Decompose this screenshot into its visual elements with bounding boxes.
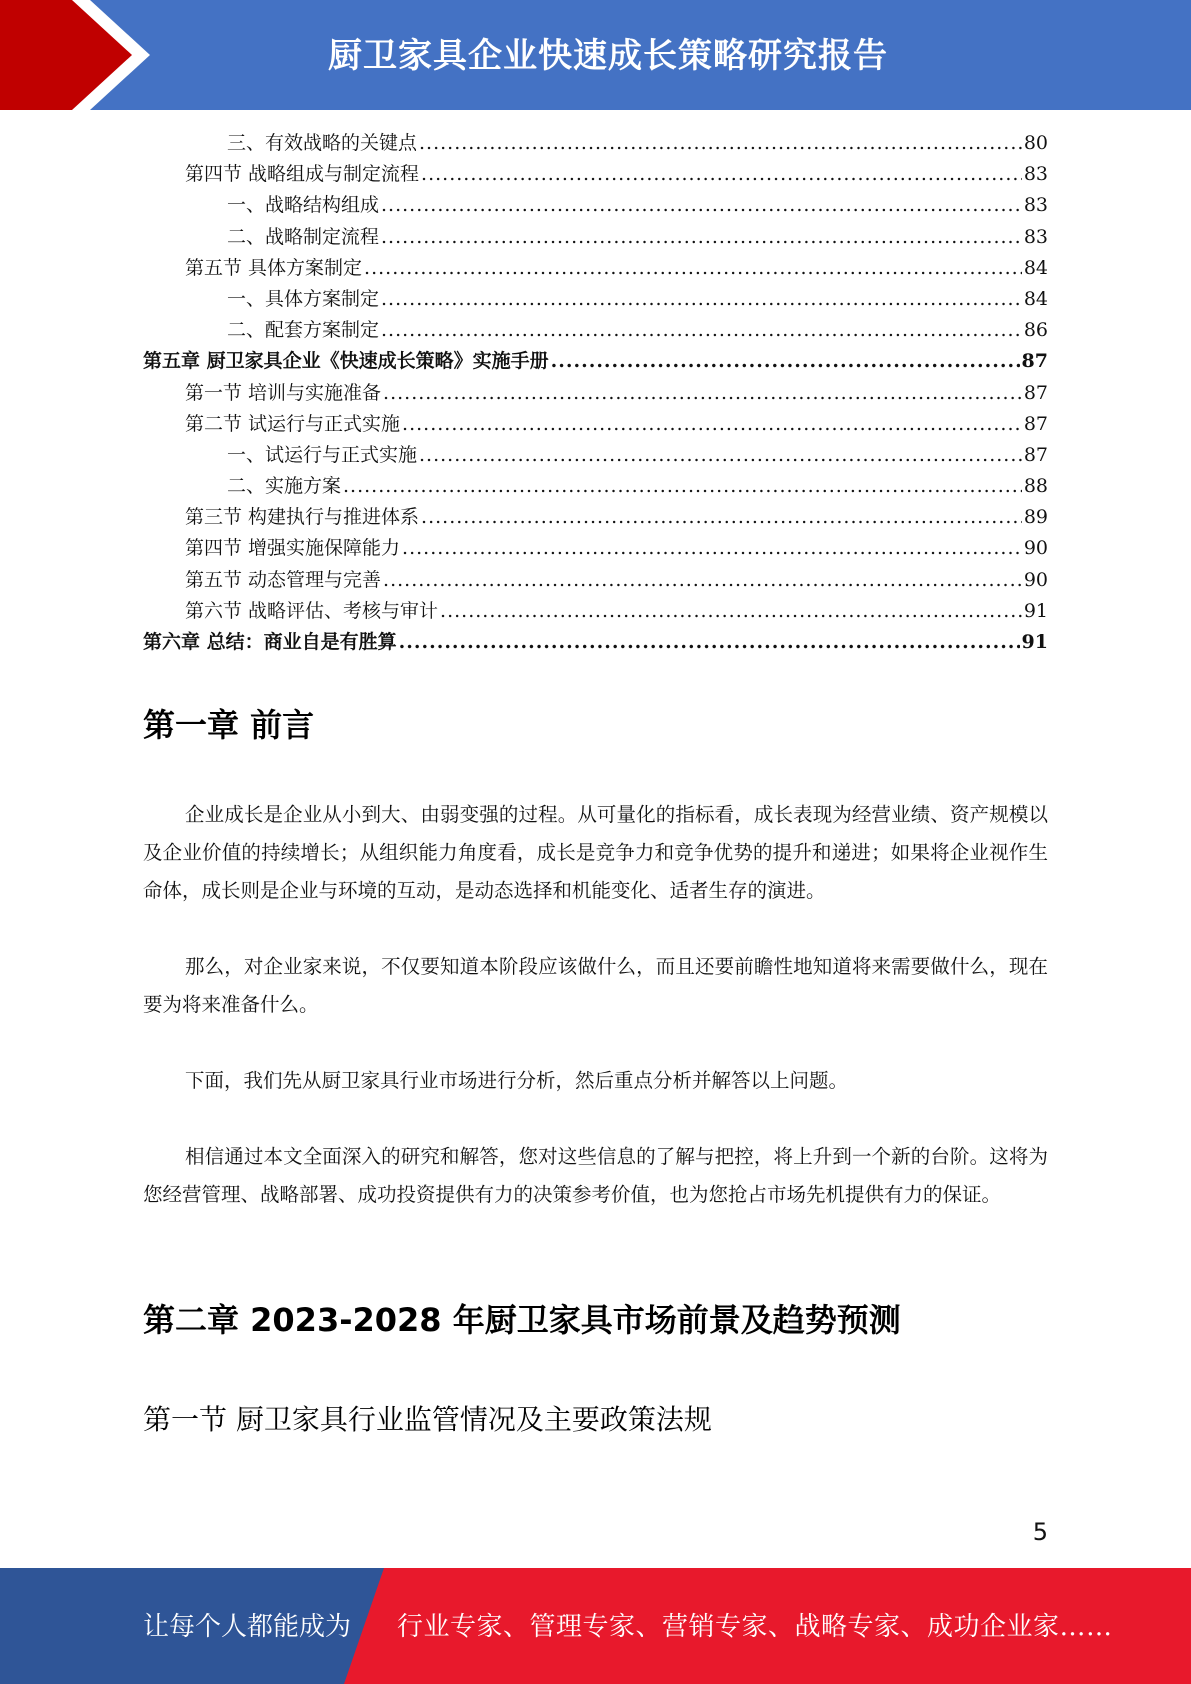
toc-dot-leader	[383, 565, 1022, 596]
toc-entry-page: 87	[1023, 412, 1048, 435]
toc-entry-page: 87	[1023, 381, 1048, 404]
toc-entry-page: 91	[1021, 631, 1048, 653]
toc-entry-title: 第四节 战略组成与制定流程	[185, 163, 420, 186]
toc-entry-page: 89	[1023, 506, 1048, 529]
toc-entry-page: 91	[1023, 599, 1048, 622]
table-of-contents	[143, 128, 1048, 658]
chapter1-paragraph: 企业成长是企业从小到大、由弱变强的过程。从可量化的指标看，成长表现为经营业绩、资产规模以及企业价值的持续增长；从组织能力角度看，成长是竞争力和竞争优势的提升和递进；如果将企业视作生命体，成长则是企业与环境的互动，是动态选择和机能变化、适者生存的演进。	[143, 803, 1048, 902]
toc-entry-title: 第六节 战略评估、考核与审计	[185, 599, 439, 622]
toc-entry[interactable]	[143, 159, 1048, 190]
toc-entry-title: 第六章 总结：商业自是有胜算	[143, 631, 397, 653]
toc-entry-page: 86	[1023, 319, 1048, 342]
toc-entry[interactable]	[143, 346, 1048, 377]
toc-entry[interactable]	[143, 284, 1048, 315]
toc-entry[interactable]	[143, 128, 1048, 159]
toc-entry[interactable]	[143, 533, 1048, 564]
toc-dot-leader	[383, 378, 1022, 409]
toc-entry-title: 第五节 动态管理与完善	[185, 568, 382, 591]
toc-entry-page: 90	[1023, 568, 1048, 591]
toc-entry-title: 一、试运行与正式实施	[227, 443, 418, 466]
page-footer	[0, 1568, 1191, 1684]
chapter1-paragraph: 下面，我们先从厨卫家具行业市场进行分析，然后重点分析并解答以上问题。	[185, 1069, 849, 1092]
toc-entry[interactable]	[143, 440, 1048, 471]
toc-dot-leader	[440, 596, 1022, 627]
toc-dot-leader	[419, 440, 1022, 471]
toc-entry[interactable]	[143, 378, 1048, 409]
toc-entry-page: 80	[1023, 132, 1048, 154]
chapter2-title: 第二章 2023-2028 年厨卫家具市场前景及趋势预测	[143, 1301, 901, 1339]
toc-entry[interactable]	[143, 471, 1048, 502]
toc-dot-leader	[381, 190, 1022, 221]
toc-entry[interactable]	[143, 253, 1048, 284]
chapter1-title: 第一章 前言	[143, 706, 315, 744]
page-header	[0, 0, 1191, 110]
toc-entry-page: 83	[1023, 225, 1048, 248]
toc-entry[interactable]	[143, 596, 1048, 627]
toc-entry-title: 二、实施方案	[227, 475, 342, 498]
toc-entry-page: 87	[1021, 350, 1048, 373]
toc-entry[interactable]	[143, 222, 1048, 253]
toc-entry-page: 87	[1023, 443, 1048, 466]
toc-entry-title: 一、战略结构组成	[227, 194, 380, 217]
toc-entry-title: 第三节 构建执行与推进体系	[185, 506, 420, 529]
toc-entry[interactable]	[143, 315, 1048, 346]
toc-dot-leader	[399, 627, 1020, 658]
toc-entry[interactable]	[143, 565, 1048, 596]
toc-entry-page: 83	[1023, 194, 1048, 217]
toc-entry[interactable]	[143, 409, 1048, 440]
toc-entry-title: 第五节 具体方案制定	[185, 256, 363, 279]
footer-slogan-right: 行业专家、管理专家、营销专家、战略专家、成功企业家……	[397, 1612, 1113, 1642]
toc-entry-title: 一、具体方案制定	[227, 287, 380, 310]
toc-entry-title: 三、有效战略的关键点	[227, 132, 418, 154]
toc-entry-title: 第二节 试运行与正式实施	[185, 412, 401, 435]
toc-dot-leader	[402, 409, 1022, 440]
toc-dot-leader	[402, 533, 1022, 564]
footer-slogan-left: 让每个人都能成为	[143, 1612, 352, 1642]
section-title: 第一节 厨卫家具行业监管情况及主要政策法规	[143, 1403, 712, 1436]
toc-dot-leader	[421, 159, 1022, 190]
toc-entry-title: 二、配套方案制定	[227, 319, 380, 342]
toc-entry-page: 88	[1023, 475, 1048, 498]
toc-entry-title: 第四节 增强实施保障能力	[185, 537, 401, 560]
toc-entry[interactable]	[143, 502, 1048, 533]
toc-dot-leader	[381, 284, 1022, 315]
toc-dot-leader	[381, 222, 1022, 253]
toc-dot-leader	[364, 253, 1022, 284]
toc-dot-leader	[343, 471, 1022, 502]
chapter1-paragraph: 相信通过本文全面深入的研究和解答，您对这些信息的了解与把控，将上升到一个新的台阶。这将为您经营管理、战略部署、成功投资提供有力的决策参考价值，也为您抢占市场先机提供有力的保证。	[143, 1145, 1048, 1206]
toc-dot-leader	[421, 502, 1022, 533]
toc-entry-page: 90	[1023, 537, 1048, 560]
report-title: 厨卫家具企业快速成长策略研究报告	[328, 36, 888, 76]
toc-entry-title: 二、战略制定流程	[227, 225, 380, 248]
toc-entry[interactable]	[143, 627, 1048, 658]
page-number: 5	[1032, 1518, 1048, 1546]
toc-entry-page: 83	[1023, 163, 1048, 186]
toc-dot-leader	[551, 346, 1020, 377]
toc-dot-leader	[381, 315, 1022, 346]
toc-dot-leader	[419, 128, 1022, 159]
toc-entry-title: 第一节 培训与实施准备	[185, 381, 382, 404]
toc-entry-title: 第五章 厨卫家具企业《快速成长策略》实施手册	[143, 350, 549, 373]
chapter1-paragraph: 那么，对企业家来说，不仅要知道本阶段应该做什么，而且还要前瞻性地知道将来需要做什么，现在要为将来准备什么。	[143, 955, 1048, 1016]
toc-entry-page: 84	[1023, 287, 1048, 310]
toc-entry[interactable]	[143, 190, 1048, 221]
toc-entry-page: 84	[1023, 256, 1048, 279]
